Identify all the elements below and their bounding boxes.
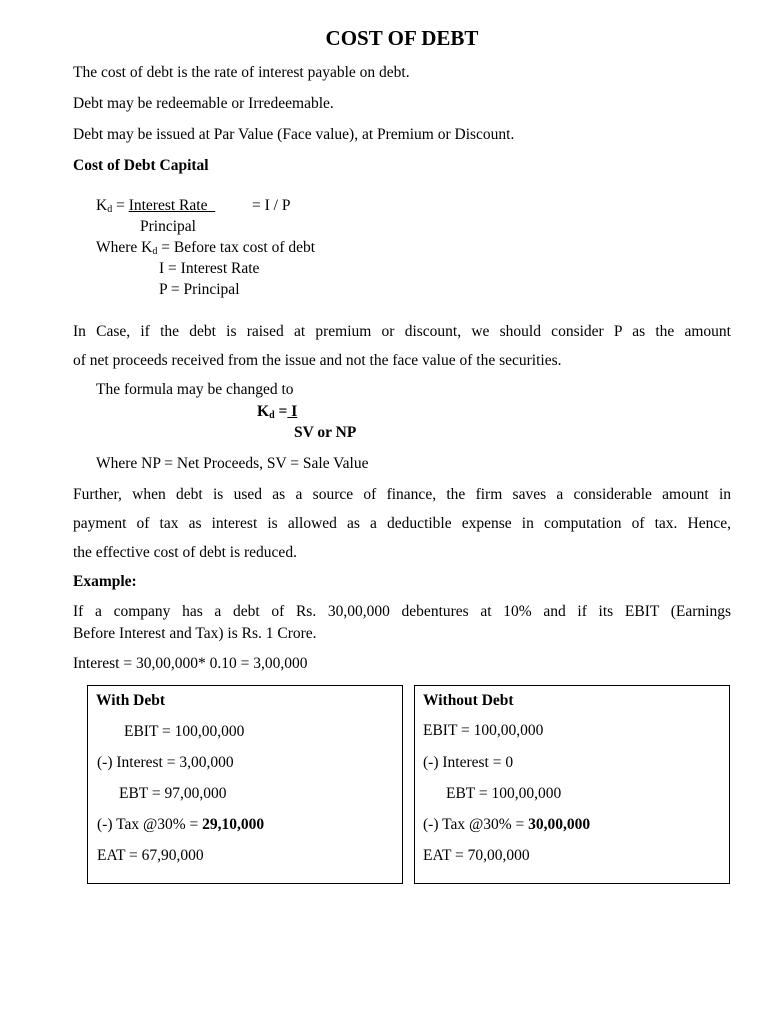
where-prefix: Where K [96,239,153,256]
where-rest: = Before tax cost of debt [157,239,316,256]
with-debt-tax-value: 29,10,000 [202,816,265,833]
with-debt-box [87,685,403,884]
formula2-kd [257,403,297,421]
formula2-eq: = [274,403,288,420]
with-debt-tax [97,816,264,834]
formula2-intro: The formula may be changed to [96,381,294,398]
without-debt-interest: (-) Interest = 0 [423,754,514,771]
with-debt-ebt: EBT = 97,00,000 [119,785,227,802]
example-line-2: Before Interest and Tax) is Rs. 1 Crore. [73,625,317,642]
without-debt-heading: Without Debt [423,692,514,709]
with-debt-heading: With Debt [96,692,166,709]
further-paragraph-line-2: payment of tax as interest is allowed as a deductible expense in computation of tax. Hence, [73,515,731,532]
with-debt-eat: EAT = 67,90,000 [97,847,204,864]
without-debt-eat: EAT = 70,00,000 [423,847,530,864]
without-debt-box [414,685,730,884]
formula-k-subscript: d [107,204,113,215]
formula-rhs: = I / P [252,197,291,214]
formula2-numerator: I [291,403,298,420]
formula2-k-subscript: d [269,410,275,421]
further-paragraph-line-3: the effective cost of debt is reduced. [73,544,297,561]
definition-p: P = Principal [159,281,240,298]
formula-eq: = [112,197,129,214]
with-debt-tax-label: (-) Tax @30% = [97,816,203,833]
formula-kd [96,197,215,215]
further-paragraph-line-1: Further, when debt is used as a source of finance, the firm saves a considerable amount in [73,486,731,503]
formula-numerator: Interest Rate [128,197,208,214]
section-heading: Cost of Debt Capital [73,157,209,174]
formula2-denominator: SV or NP [294,424,357,441]
with-debt-interest: (-) Interest = 3,00,000 [97,754,234,771]
intro-line-1: The cost of debt is the rate of interest payable on debt. [73,64,410,81]
without-debt-tax-label: (-) Tax @30% = [423,816,529,833]
definition-i: I = Interest Rate [159,260,260,277]
example-heading: Example: [73,573,137,590]
intro-line-2: Debt may be redeemable or Irredeemable. [73,95,334,112]
with-debt-ebit: EBIT = 100,00,000 [124,723,245,740]
formula-k: K [96,197,108,214]
page-title: COST OF DEBT [325,26,479,50]
where-subscript: d [152,246,158,257]
case-paragraph-line-1: In Case, if the debt is raised at premium or discount, we should consider P as the amount [73,323,731,340]
case-paragraph-line-2: of net proceeds received from the issue and not the face value of the securities. [73,352,562,369]
without-debt-ebt: EBT = 100,00,000 [446,785,562,802]
formula2-k: K [257,403,270,420]
example-line-1: If a company has a debt of Rs. 30,00,000 debentures at 10% and if its EBIT (Earnings [73,603,731,620]
formula2-where: Where NP = Net Proceeds, SV = Sale Value [96,455,369,472]
interest-calculation: Interest = 30,00,000* 0.10 = 3,00,000 [73,655,308,672]
without-debt-ebit: EBIT = 100,00,000 [423,722,544,739]
without-debt-tax [423,816,590,834]
formula-denominator: Principal [140,218,196,235]
without-debt-tax-value: 30,00,000 [528,816,591,833]
intro-line-3: Debt may be issued at Par Value (Face value), at Premium or Discount. [73,126,515,143]
formula-where [96,239,315,257]
